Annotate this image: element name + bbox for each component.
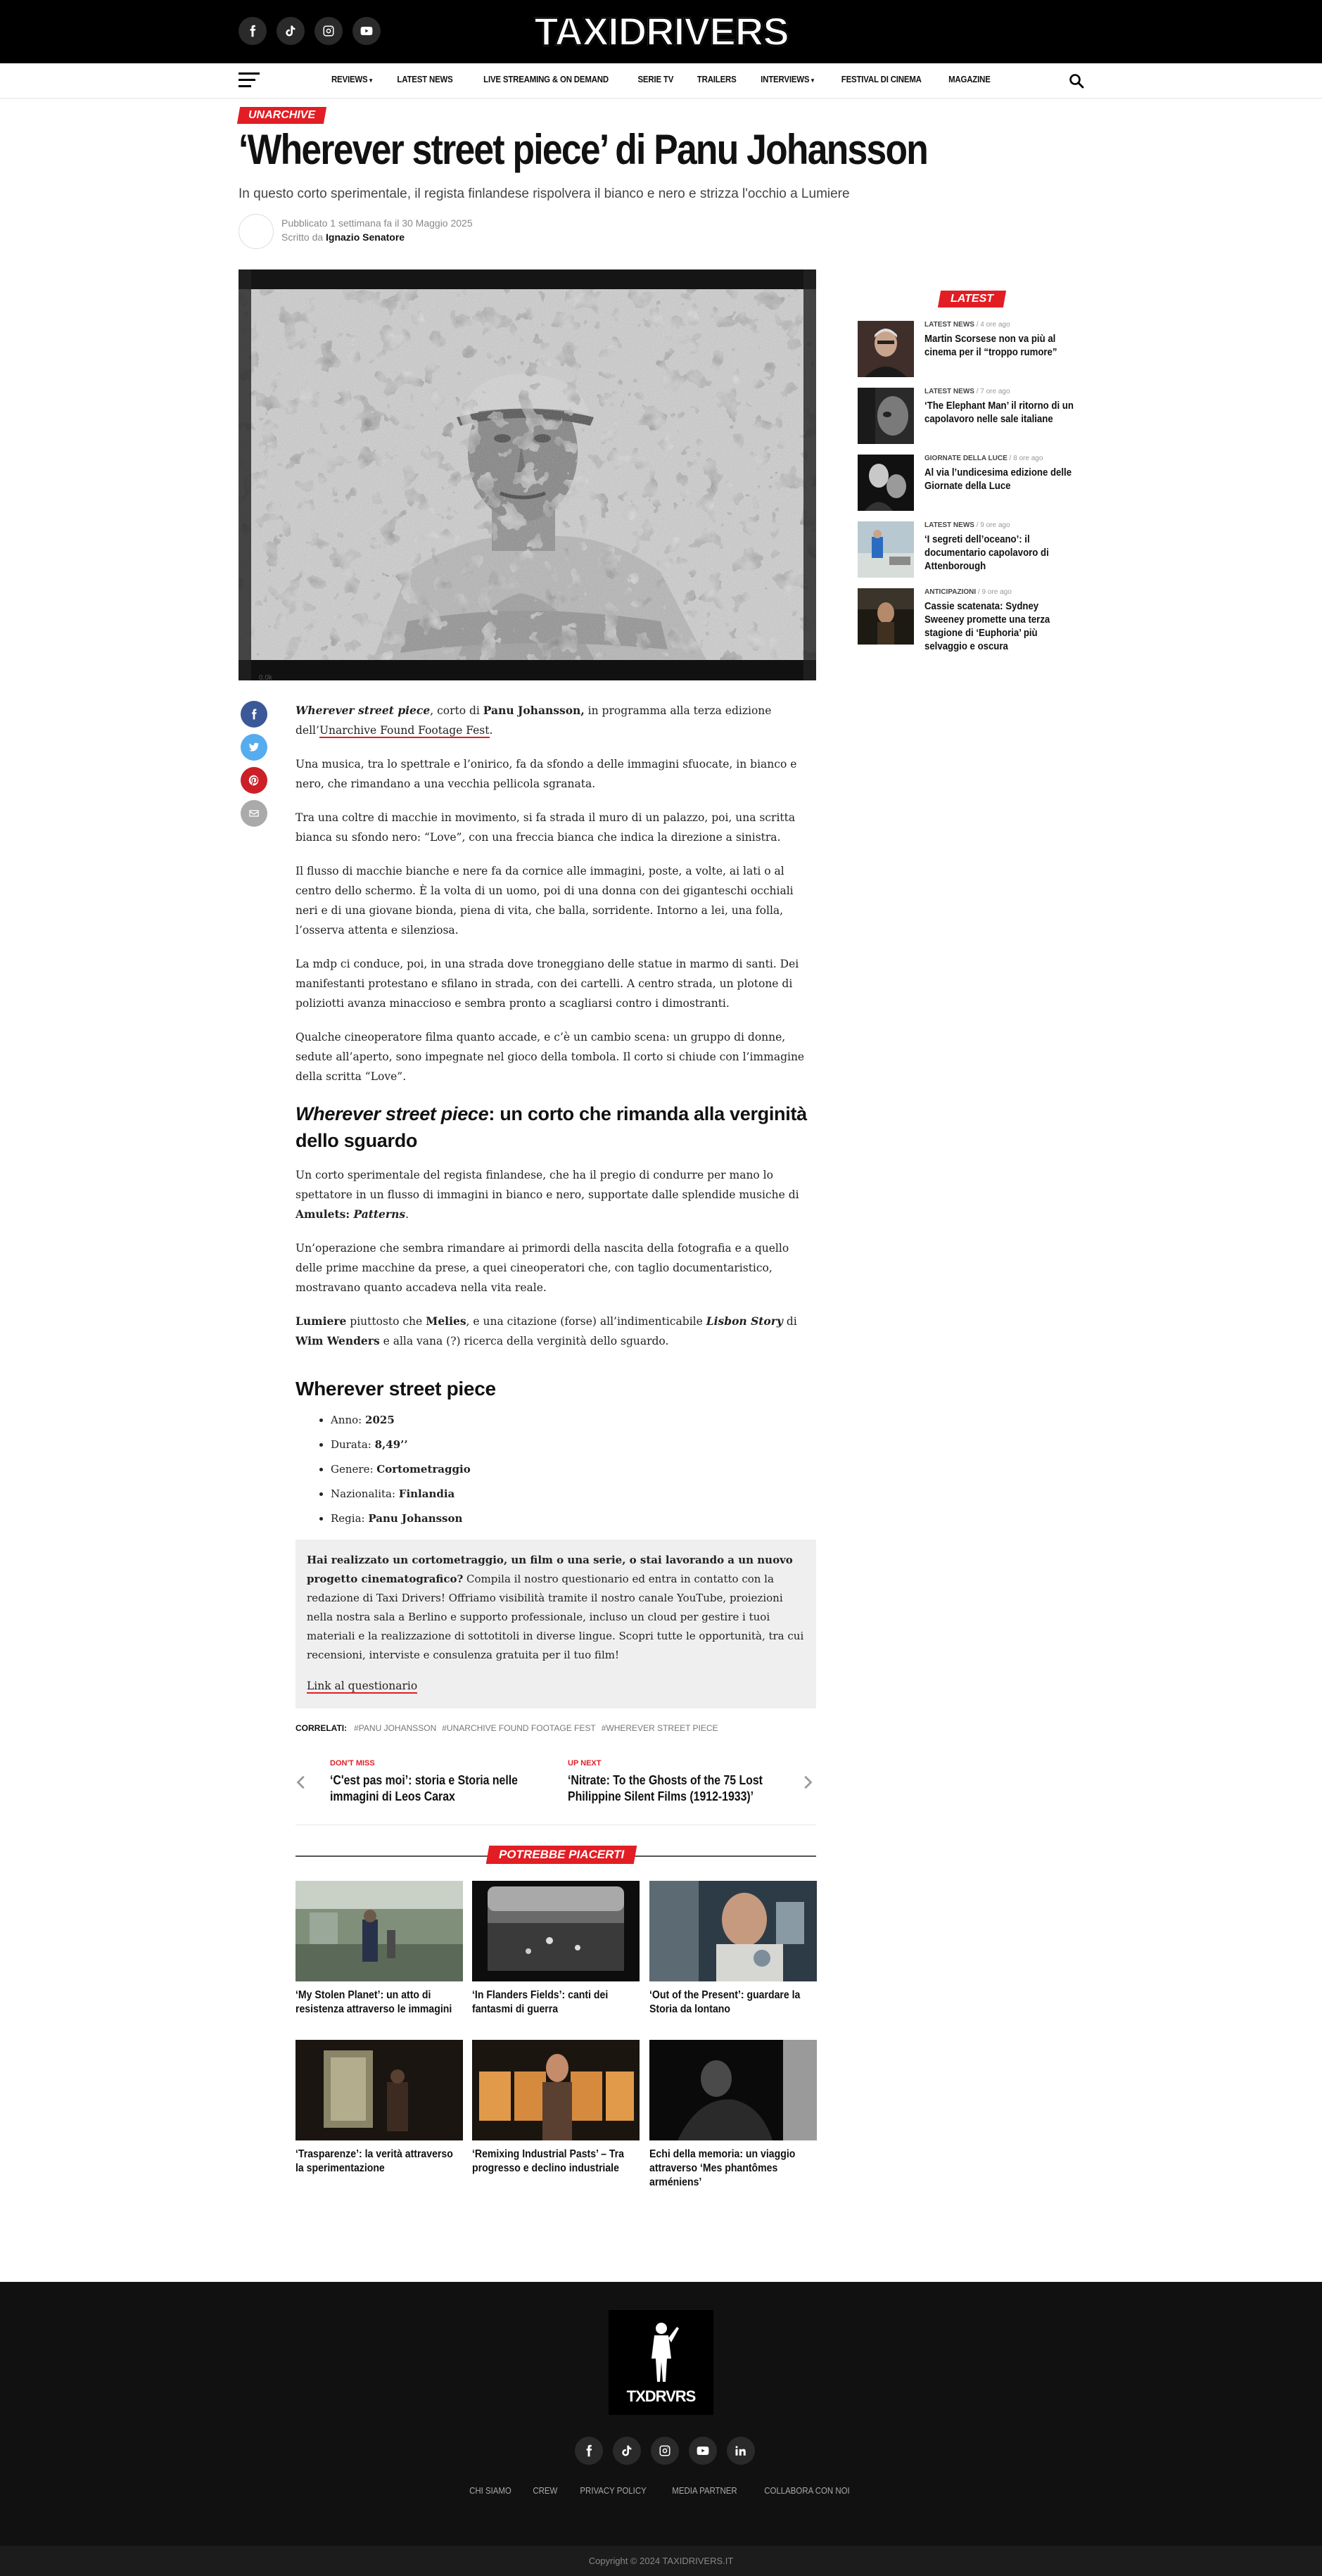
fact-item: • Nazionalita: Finlandia [331, 1484, 816, 1504]
paragraph: Un’operazione che sembra rimandare ai primordi della nascita della fotografia e a quello delle prime macchine da prese, a quei cineoperatori che, con taglio documentaristico, mostravano quanto accadeva nella vita reale. [295, 1242, 789, 1294]
paragraph: Il flusso di macchie bianche e nere fa da cornice alle immagini, poste, a volte, ai lati o al centro dello schermo. È la volta di un uomo, poi di una donna con dei giganteschi occhiali neri e di una giovane bionda, piena di vita, che balla, sorridente. Intorno a lei, una folla, l’osserva attenta e silenziosa. [295, 865, 794, 937]
hero-image [239, 269, 816, 680]
share-count: 0.0k [259, 674, 272, 682]
facebook-icon[interactable] [575, 2437, 603, 2465]
paragraph: Tra una coltre di macchie in movimento, si fa strada il muro di un palazzo, poi, una scritta bianca su sfondo nero: “Love”, con una freccia bianca che indica la direzione a sinistra. [295, 811, 796, 844]
nav-item-reviews[interactable]: REVIEWS ▾ [331, 74, 373, 84]
related-card[interactable] [649, 1881, 817, 2017]
prev-label: DON'T MISS [330, 1759, 375, 1768]
footer-link-chi-siamo[interactable]: CHI SIAMO [469, 2485, 511, 2496]
sidebar-item-title[interactable]: Al via l’undicesima edizione delle Giornate della Luce [924, 467, 1072, 492]
fact-item: • Anno: 2025 [331, 1410, 816, 1430]
site-logo[interactable] [514, 10, 809, 53]
card-title[interactable]: ‘My Stolen Planet’: un atto di resistenza attraverso le immagini [295, 1989, 452, 2015]
nav-item-festival-di-cinema[interactable]: FESTIVAL DI CINEMA [841, 74, 922, 84]
fact-item: • Genere: Cortometraggio [331, 1459, 816, 1479]
share-facebook-icon[interactable] [241, 701, 267, 728]
sidebar-item-title[interactable]: ‘The Elephant Man’ il ritorno di un capolavoro nelle sale italiane [924, 400, 1074, 425]
fact-item: • Regia: Panu Johansson [331, 1509, 816, 1528]
card-title[interactable]: ‘Remixing Industrial Pasts’ – Tra progresso e declino industriale [472, 2148, 624, 2174]
footer-link-privacy-policy[interactable]: PRIVACY POLICY [580, 2485, 647, 2496]
main-nav [0, 63, 1322, 99]
article-body [295, 701, 816, 1738]
festival-link[interactable]: Unarchive Found Footage Fest [319, 724, 490, 737]
paragraph: Lumiere piuttosto che Melies, e una citazione (forse) all’indimenticabile Lisbon Story di Wim Wenders e alla vana (?) ricerca della verginità dello sguardo. [295, 1314, 797, 1347]
chevron-left-icon[interactable] [294, 1775, 310, 1790]
tag-link[interactable]: #UNARCHIVE FOUND FOOTAGE FEST [442, 1723, 596, 1733]
related-card[interactable] [295, 2040, 463, 2176]
sidebar-item-title[interactable]: Cassie scatenata: Sydney Sweeney promette una terza stagione di ‘Euphoria’ più selvaggio e oscura [924, 600, 1050, 652]
linkedin-icon[interactable] [727, 2437, 755, 2465]
article-subtitle: In questo corto sperimentale, il regista finlandese rispolvera il bianco e nero e strizza l'occhio a Lumiere [239, 186, 850, 201]
chevron-right-icon[interactable] [799, 1775, 815, 1790]
search-icon[interactable] [1068, 72, 1085, 89]
related-card[interactable] [649, 2040, 817, 2190]
card-title[interactable]: Echi della memoria: un viaggio attraverso ‘Mes phantômes arméniens’ [649, 2148, 796, 2188]
next-label: UP NEXT [568, 1759, 602, 1768]
chevron-down-icon: ▾ [811, 77, 815, 84]
author-name[interactable]: Ignazio Senatore [326, 231, 405, 243]
prev-article-title[interactable]: ‘C'est pas moi’: storia e Storia nelle immagini di Leos Carax [330, 1773, 518, 1803]
copyright: Copyright © 2024 TAXIDRIVERS.IT [0, 2546, 1322, 2576]
youtube-icon[interactable] [352, 17, 381, 45]
share-email-icon[interactable] [241, 800, 267, 827]
sidebar-item[interactable]: LATEST NEWS / 7 ore ago ‘The Elephant Man’ il ritorno di un capolavoro nelle sale italiane [858, 388, 1083, 445]
taxi-driver-logo-icon [640, 2320, 682, 2383]
paragraph: Una musica, tra lo spettrale e l’onirico, fa da sfondo a delle immagini sfuocate, in bianco e nero, che rimandano a una vecchia pellicola sgranata. [295, 758, 797, 790]
latest-header: LATEST [938, 291, 1006, 307]
paragraph: Wherever street piece, corto di Panu Johansson, in programma alla terza edizione dell’Unarchive Found Footage Fest. [295, 704, 772, 737]
related-card[interactable] [472, 1881, 640, 2017]
instagram-icon[interactable] [314, 17, 343, 45]
category-badge[interactable]: UNARCHIVE [237, 107, 326, 124]
nav-item-trailers[interactable]: TRAILERS [697, 74, 737, 84]
footer-social-links [575, 2437, 755, 2465]
share-twitter-icon[interactable] [241, 734, 267, 761]
footer-link-collabora-con-noi[interactable]: COLLABORA CON NOI [764, 2485, 851, 2496]
paragraph: Un corto sperimentale del regista finlandese, che ha il pregio di condurre per mano lo spettatore in un flusso di immagini in bianco e nero, supportate dalle splendide musiche di Amulets: Patterns. [295, 1169, 799, 1221]
cta-box: Hai realizzato un cortometraggio, un film o una serie, o stai lavorando a un nuovo progetto cinematografico? Compila il nostro questionario ed entra in contatto con la redazione di Taxi Drivers! Offriamo visibilità tramite il nostro canale YouTube, proiezioni nella nostra sala a Berlino e supporto professionale, incluso un cloud per gestire i tuoi materiali e la realizzazione di sottotitoli in diverse lingue. Scopri tutte le opportunità, tra cui recensioni, interviste e consulenza gratuita per il tuo film! Link al questionario [295, 1540, 816, 1708]
card-title[interactable]: ‘Out of the Present’: guardare la Storia da lontano [649, 1989, 801, 2015]
sidebar-item-title[interactable]: ‘I segreti dell’oceano’: il documentario capolavoro di Attenborough [924, 533, 1049, 572]
instagram-icon[interactable] [651, 2437, 679, 2465]
section-heading: Wherever street piece: un corto che rimanda alla verginità dello sguardo [295, 1103, 807, 1151]
sidebar-item[interactable]: GIORNATE DELLA LUCE / 8 ore ago Al via l’undicesima edizione delle Giornate della Luce [858, 455, 1083, 512]
nav-item-interviews[interactable]: INTERVIEWS ▾ [761, 74, 815, 84]
tag-link[interactable]: #PANU JOHANSSON [354, 1723, 437, 1733]
sidebar-item[interactable]: ANTICIPAZIONI / 9 ore ago Cassie scatenata: Sydney Sweeney promette una terza stagione di ‘Euphoria’ più selvaggio e oscura [858, 588, 1083, 646]
paragraph: La mdp ci conduce, poi, in una strada dove troneggiano delle statue in marmo di santi. Dei manifestanti protestano e sfilano in strada, con dei cartelli. A centro strada, un plotone di poliziotti avanza minaccioso e sembra pronto a scagliarsi contro i dimostranti. [295, 958, 799, 1010]
footer-link-media-partner[interactable]: MEDIA PARTNER [672, 2485, 738, 2496]
sidebar-item[interactable]: LATEST NEWS / 9 ore ago ‘I segreti dell’oceano’: il documentario capolavoro di Attenborough [858, 521, 1083, 579]
card-title[interactable]: ‘Trasparenze’: la verità attraverso la sperimentazione [295, 2148, 453, 2174]
logo-text: TAXIDRIVERS [534, 10, 789, 53]
nav-item-serie-tv[interactable]: SERIE TV [637, 74, 674, 84]
author-line: Scritto da Ignazio Senatore [281, 231, 405, 243]
card-title[interactable]: ‘In Flanders Fields’: canti dei fantasmi di guerra [472, 1989, 609, 2015]
author-avatar[interactable] [239, 214, 274, 249]
share-pinterest-icon[interactable] [241, 767, 267, 794]
related-card[interactable] [295, 1881, 463, 2017]
publish-date: Pubblicato 1 settimana fa il 30 Maggio 2025 [281, 217, 473, 229]
sidebar-item[interactable]: LATEST NEWS / 4 ore ago Martin Scorsese non va più al cinema per il “troppo rumore” [858, 321, 1083, 379]
tiktok-icon[interactable] [277, 17, 305, 45]
chevron-down-icon: ▾ [369, 77, 373, 84]
facebook-icon[interactable] [239, 17, 267, 45]
sidebar-item-title[interactable]: Martin Scorsese non va più al cinema per il “troppo rumore” [924, 333, 1057, 358]
facts-list [331, 1410, 816, 1528]
nav-item-magazine[interactable]: MAGAZINE [948, 74, 991, 84]
nav-item-live-streaming-on-demand[interactable]: LIVE STREAMING & ON DEMAND [483, 74, 609, 84]
tag-link[interactable]: #WHEREVER STREET PIECE [601, 1723, 718, 1733]
youtube-icon[interactable] [689, 2437, 717, 2465]
related-tags: CORRELATI: #PANU JOHANSSON #UNARCHIVE FOUND FOOTAGE FEST #WHEREVER STREET PIECE [295, 1723, 718, 1733]
article-title: ‘Wherever street piece’ di Panu Johansson [239, 126, 928, 173]
fact-item: • Durata: 8,49’’ [331, 1435, 816, 1454]
footer-link-crew[interactable]: CREW [532, 2485, 557, 2496]
facts-heading: Wherever street piece [295, 1378, 496, 1400]
questionnaire-link[interactable]: Link al questionario [307, 1680, 418, 1692]
more-header: POTREBBE PIACERTI [486, 1846, 637, 1864]
footer-logo-text: TXDRVRS [626, 2387, 696, 2405]
related-card[interactable] [472, 2040, 640, 2176]
tiktok-icon[interactable] [613, 2437, 641, 2465]
header-social-links [239, 17, 381, 45]
paragraph: Qualche cineoperatore filma quanto accade, e c’è un cambio scena: un gruppo di donne, sedute all’aperto, sono impegnate nel gioco della tombola. Il corto si chiude con l’immagine della scritta “Love”. [295, 1031, 805, 1083]
footer-links [0, 2485, 1322, 2496]
nav-links [0, 74, 1322, 84]
footer-logo[interactable] [609, 2310, 713, 2415]
nav-item-latest-news[interactable]: LATEST NEWS [397, 74, 453, 84]
next-article-title[interactable]: ‘Nitrate: To the Ghosts of the 75 Lost Philippine Silent Films (1912-1933)’ [568, 1773, 763, 1803]
